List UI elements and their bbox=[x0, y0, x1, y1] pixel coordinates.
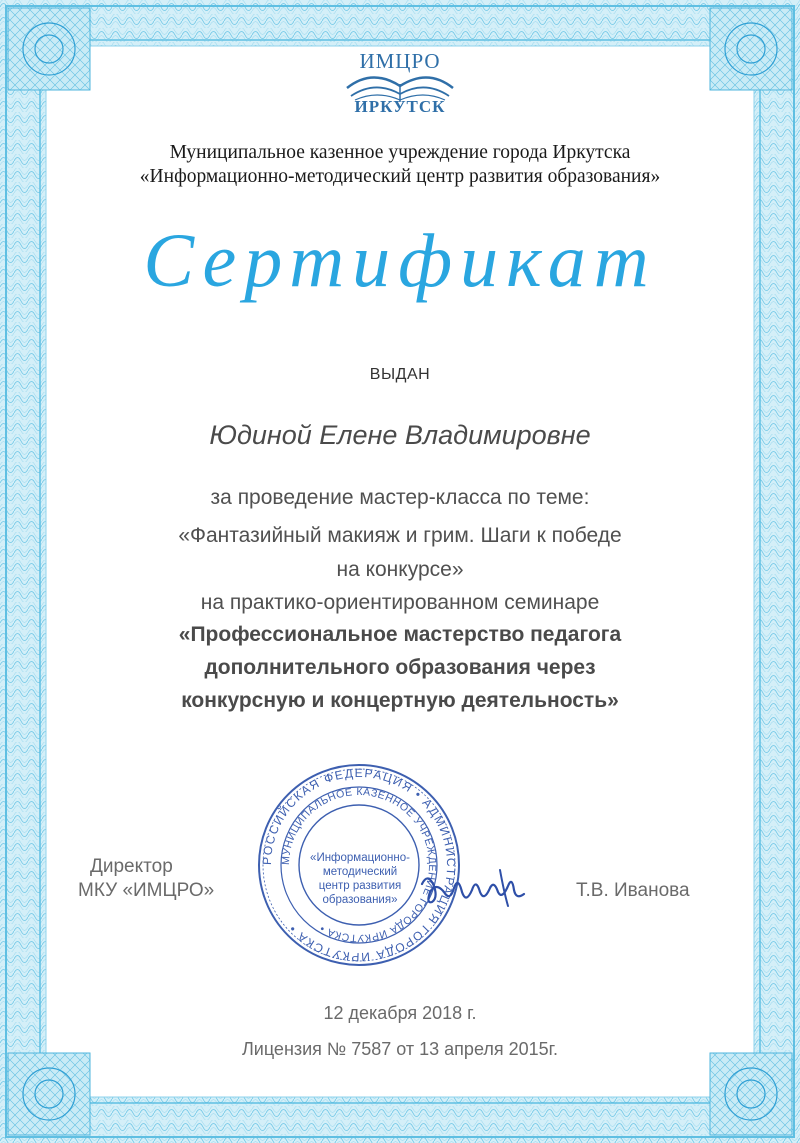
stamp-outer-text: РОССИЙСКАЯ ФЕДЕРАЦИЯ • АДМИНИСТРАЦИЯ ГОРОДА ИРКУТСКА • bbox=[259, 765, 459, 965]
body-line-3: на конкурсе» bbox=[336, 558, 464, 581]
logo-name: ИМЦРО bbox=[359, 49, 441, 73]
stamp-center-text bbox=[300, 851, 420, 907]
stamp-inner-text: МУНИЦИПАЛЬНОЕ КАЗЕННОЕ УЧРЕЖДЕНИЕ ГОРОДА ИРКУТСКА • bbox=[279, 785, 439, 945]
organization-line-2: «Информационно-методический центр развития образования» bbox=[139, 166, 661, 187]
body-line-4: на практико-ориентированном семинаре bbox=[200, 591, 600, 614]
issue-date: 12 декабря 2018 г. bbox=[323, 1003, 477, 1023]
signatory-title-line-1: Директор bbox=[90, 856, 173, 877]
issued-label: ВЫДАН bbox=[369, 366, 431, 383]
stamp-center-line-1: «Информационно- bbox=[310, 852, 410, 864]
body-line-1: за проведение мастер-класса по теме: bbox=[210, 486, 590, 509]
logo-city: ИРКУТСК bbox=[354, 97, 446, 116]
stamp-center-line-3: центр развития bbox=[318, 880, 402, 892]
body-line-6: дополнительного образования через bbox=[204, 656, 596, 679]
signatory-name: Т.В. Иванова bbox=[576, 880, 690, 901]
organization-line-1: Муниципальное казенное учреждение города Иркутска bbox=[169, 142, 631, 163]
body-line-7: конкурсную и концертную деятельность» bbox=[181, 689, 619, 712]
body-line-5: «Профессиональное мастерство педагога bbox=[178, 623, 622, 646]
certificate-title: Сертификат bbox=[143, 219, 657, 303]
recipient-name: Юдиной Елене Владимировне bbox=[209, 420, 591, 450]
stamp-center-line-4: образования» bbox=[322, 894, 398, 906]
license-info: Лицензия № 7587 от 13 апреля 2015г. bbox=[241, 1039, 559, 1059]
body-line-2: «Фантазийный макияж и грим. Шаги к победе bbox=[178, 524, 622, 547]
stamp-center-line-2: методический bbox=[322, 866, 398, 878]
handwritten-signature bbox=[404, 862, 544, 922]
signatory-title-line-2: МКУ «ИМЦРО» bbox=[78, 880, 215, 901]
